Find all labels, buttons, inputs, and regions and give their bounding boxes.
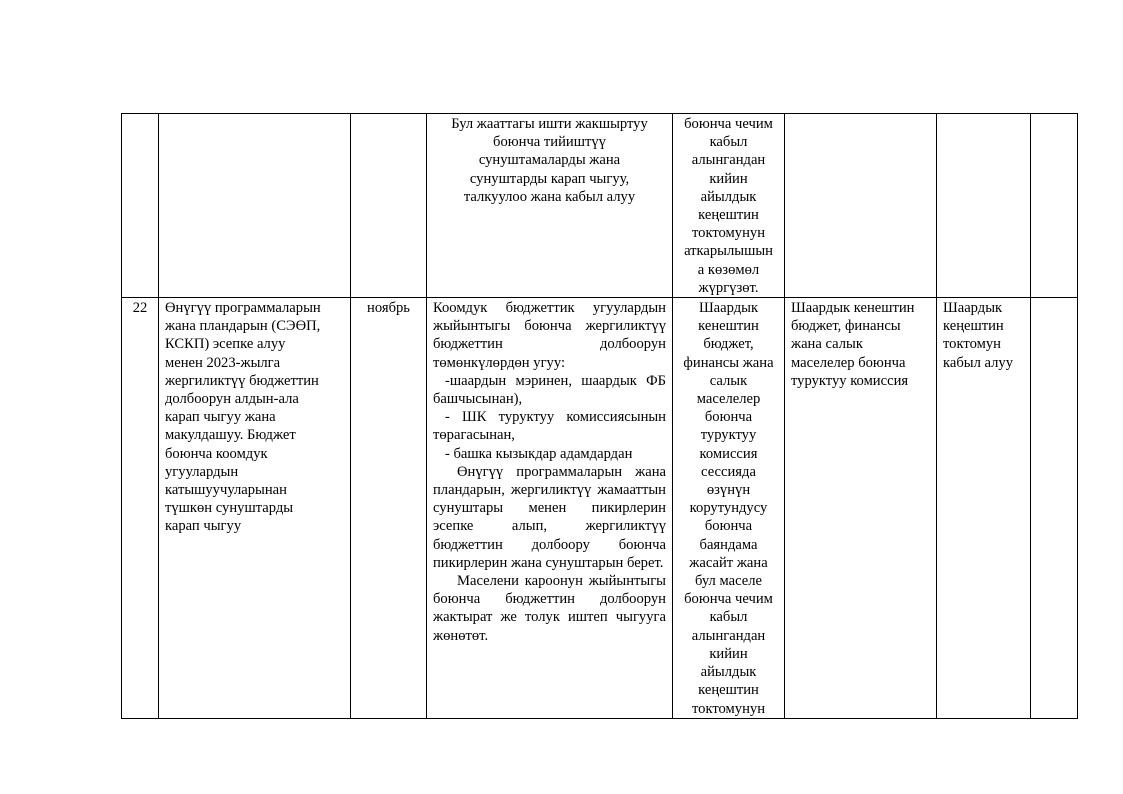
deadline-cell: ноябрь bbox=[351, 298, 427, 719]
table-row bbox=[122, 114, 1078, 298]
activity-paragraph: Коомдук бюджеттик угуулардын жыйынтыгы боюнча жергиликтүү бюджеттин долбоорун төмөнкүлөрдөн угуу: bbox=[433, 300, 666, 371]
activity-paragraph: - башка кызыкдар адамдардан bbox=[445, 445, 633, 462]
activity-paragraph: - ШК туруктуу комиссиясынын төрагасынан, bbox=[433, 409, 666, 444]
responsible-cell bbox=[785, 114, 937, 298]
outcome-cell: Шаардык кенештин бюджет, финансы жана салык маселелер боюнча туруктуу комиссия сессияда өзүнүн корутундусу боюнча баяндама жасайт жана бул маселе боюнча чечим кабыл алынгандан кийин айылдык кеңештин токтомунун bbox=[673, 298, 785, 719]
note-cell bbox=[1031, 114, 1078, 298]
table-row bbox=[122, 298, 1078, 719]
activity-paragraph: Өнүгүү программаларын жана пландарын, жергиликтүү жамааттын сунуштары менен пикирлерин эсепке алып, жергиликтүү бюджеттин долбоору боюнча пикирлерин жана сунуштарын берет. bbox=[433, 463, 666, 571]
activity-paragraph: Маселени кароонун жыйынтыгы боюнча бюджеттин долбоорун жактырат же толук иштеп чыгууга жөнөтөт. bbox=[433, 573, 666, 644]
activity-cell bbox=[427, 298, 673, 719]
activity-paragraph: -шаардын мэринен, шаардык ФБ башчысынан), bbox=[433, 372, 666, 408]
note-cell bbox=[1031, 298, 1078, 719]
deadline-cell bbox=[351, 114, 427, 298]
outcome-cell: боюнча чечим кабыл алынгандан кийин айылдык кеңештин токтомунун аткарылышын а көзөмөл жүргүзөт. bbox=[673, 114, 785, 298]
number-cell bbox=[122, 114, 159, 298]
responsible-cell: Шаардык кенештин бюджет, финансы жана салык маселелер боюнча туруктуу комиссия bbox=[785, 298, 937, 719]
task-cell bbox=[159, 114, 351, 298]
document-cell: Шаардык кеңештин токтомун кабыл алуу bbox=[937, 298, 1031, 719]
activity-cell: Бул жааттагы ишти жакшыртуу боюнча тийиштүү сунуштамаларды жана сунуштарды карап чыгуу, талкуулоо жана кабыл алуу bbox=[427, 114, 673, 298]
plan-table bbox=[121, 113, 1078, 719]
task-cell: Өнүгүү программаларын жана пландарын (СЭӨП, КСКП) эсепке алуу менен 2023-жылга жергиликтүү бюджеттин долбоорун алдын-ала карап чыгуу жана макулдашуу. Бюджет боюнча коомдук угуулардын катышуучуларынан түшкөн сунуштарды карап чыгуу bbox=[159, 298, 351, 719]
number-cell: 22 bbox=[122, 298, 159, 719]
document-cell bbox=[937, 114, 1031, 298]
